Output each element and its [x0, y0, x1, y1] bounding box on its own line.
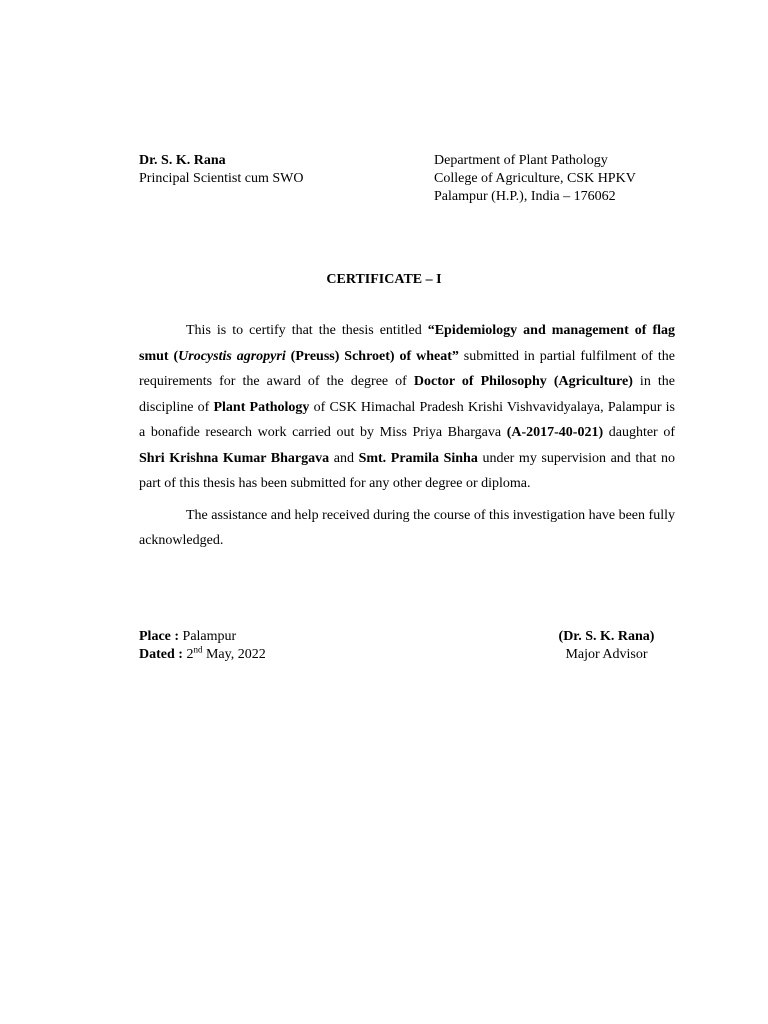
degree-name: Doctor of Philosophy (Agriculture) — [413, 374, 633, 389]
species-name: Urocystis agropyri — [178, 348, 286, 364]
dated-label: Dated : — [139, 647, 183, 662]
text-segment: submitted in partial fulfilment of the requirements for the award of the degree of — [139, 348, 675, 389]
date-day: 2 — [182, 647, 194, 662]
advisor-header — [139, 152, 303, 188]
acknowledgement-paragraph: The assistance and help received during the course of this investigation have been fully acknowledged. — [139, 507, 675, 548]
date-line — [139, 646, 266, 664]
thesis-title-part-a: “Epidemiology and management of flag smut ( — [139, 323, 675, 364]
address-line: Palampur (H.P.), India – 176062 — [434, 189, 616, 204]
place-line — [139, 628, 266, 646]
certificate-title: CERTIFICATE – I — [326, 272, 442, 287]
signatory-role: Major Advisor — [565, 647, 648, 662]
college-line: College of Agriculture, CSK HPKV — [434, 171, 636, 186]
place-value: Palampur — [179, 629, 237, 644]
date-rest: May, 2022 — [202, 647, 266, 662]
thesis-title-part-b: (Preuss) Schroet) of wheat” — [285, 348, 459, 364]
signatory-name: (Dr. S. K. Rana) — [558, 629, 655, 644]
father-name: Shri Krishna Kumar Bhargava — [139, 450, 330, 466]
text-segment: and — [329, 450, 359, 466]
certification-paragraph — [139, 318, 675, 497]
signature-block — [540, 628, 673, 664]
date-suffix: nd — [193, 644, 203, 655]
department-address — [434, 152, 636, 206]
discipline-name: Plant Pathology — [213, 399, 310, 415]
certificate-body — [139, 318, 675, 554]
advisor-designation: Principal Scientist cum SWO — [139, 171, 304, 186]
text-segment: This is to certify that the thesis entitled — [186, 323, 428, 338]
text-segment: in the discipline of — [139, 374, 675, 415]
advisor-name: Dr. S. K. Rana — [139, 153, 226, 168]
admission-number: (A-2017-40-021) — [506, 425, 604, 440]
place-label: Place : — [139, 629, 180, 644]
department-line: Department of Plant Pathology — [434, 153, 608, 168]
text-segment: daughter of — [603, 425, 675, 440]
place-date-block — [139, 628, 266, 664]
text-segment: under my supervision and that no part of this thesis has been submitted for any other degree or diploma. — [139, 450, 675, 491]
mother-name: Smt. Pramila Sinha — [358, 450, 478, 466]
text-segment: of CSK Himachal Pradesh Krishi Vishvavidyalaya, Palampur is a bonafide research work carried out by Miss Priya Bhargava — [139, 399, 676, 440]
